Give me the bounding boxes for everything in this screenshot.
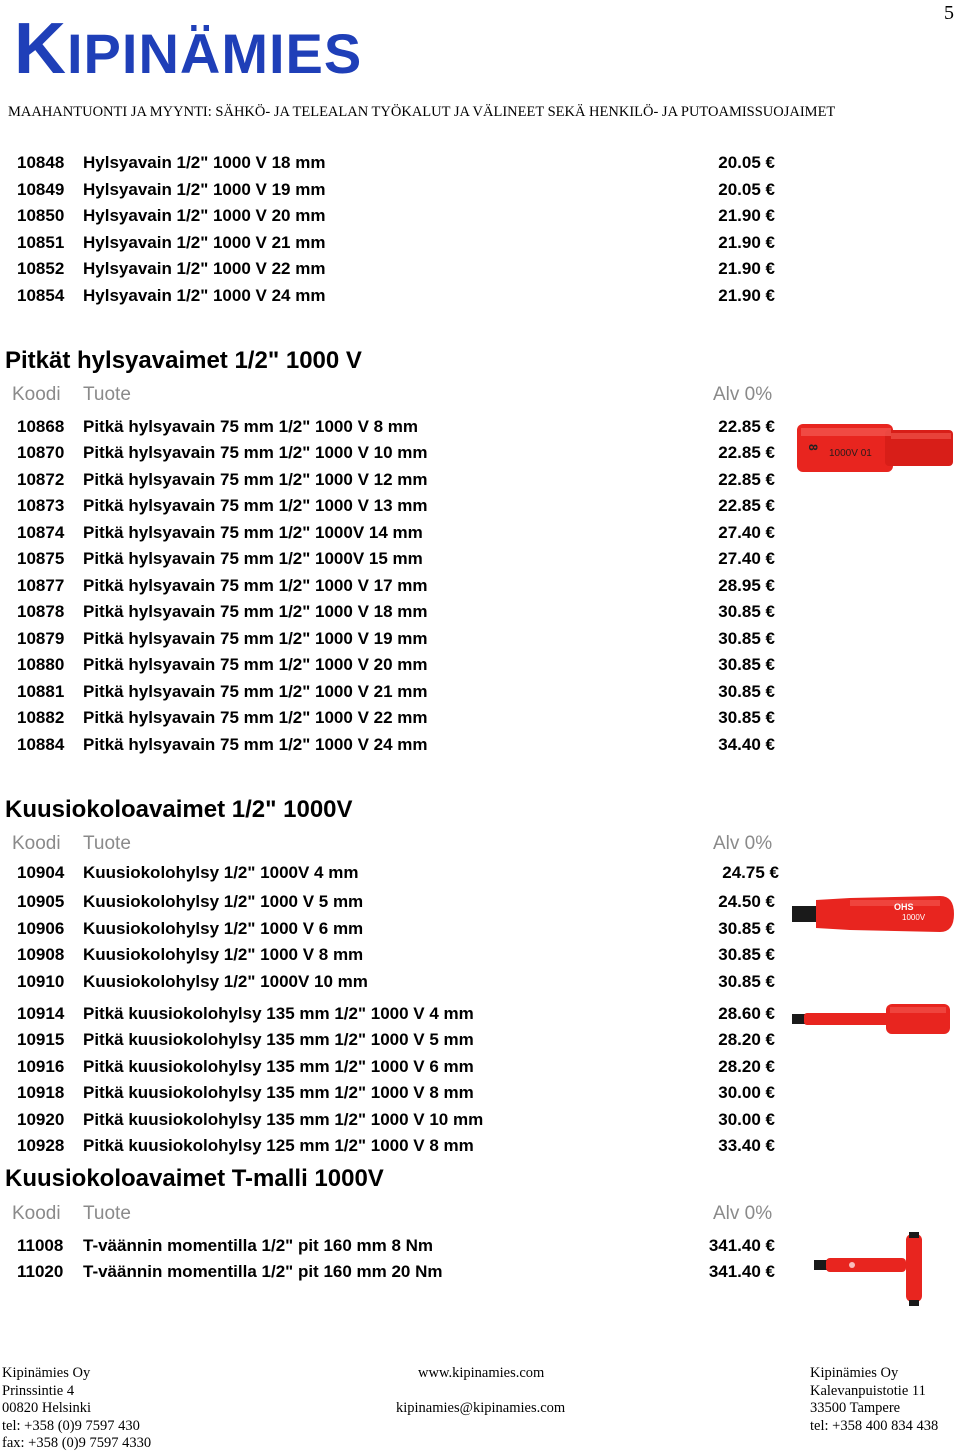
table-row: 10874 Pitkä hylsyavain 75 mm 1/2" 1000V 14 mm 27.40 € xyxy=(17,523,775,542)
table-row: 10868 Pitkä hylsyavain 75 mm 1/2" 1000 V 8 mm 22.85 € xyxy=(17,417,775,436)
table-row: 10908 Kuusiokolohylsy 1/2" 1000 V 8 mm 30.85 € xyxy=(17,945,775,964)
table-row: 11020 T-väännin momentilla 1/2" pit 160 mm 20 Nm 341.40 € xyxy=(17,1262,775,1281)
table-row: 10906 Kuusiokolohylsy 1/2" 1000 V 6 mm 30.85 € xyxy=(17,919,775,938)
socket-size-label: 8 xyxy=(806,444,820,451)
table-row: 10915 Pitkä kuusiokolohylsy 135 mm 1/2" 1000 V 5 mm 28.20 € xyxy=(17,1030,775,1049)
table-row: 10875 Pitkä hylsyavain 75 mm 1/2" 1000V 15 mm 27.40 € xyxy=(17,549,775,568)
socket-voltage-label: 1000V 01 xyxy=(829,448,872,459)
table-row: 10904 Kuusiokolohylsy 1/2" 1000V 4 mm 24.75 € xyxy=(17,863,779,882)
section-title: Kuusiokoloavaimet 1/2" 1000V xyxy=(5,796,353,823)
hex-brand-label: OHS xyxy=(894,902,914,912)
tagline: MAAHANTUONTI JA MYYNTI: SÄHKÖ- JA TELEALAN TYÖKALUT JA VÄLINEET SEKÄ HENKILÖ- JA PUTOAMISSUOJAIMET xyxy=(8,104,836,120)
section-title: Kuusiokoloavaimet T-malli 1000V xyxy=(5,1165,384,1192)
table-row: 10880 Pitkä hylsyavain 75 mm 1/2" 1000 V 20 mm 30.85 € xyxy=(17,655,775,674)
table-row: 10851 Hylsyavain 1/2" 1000 V 21 mm 21.90 € xyxy=(17,233,775,252)
footer-website[interactable]: www.kipinamies.com xyxy=(418,1365,545,1381)
table-row: 10848 Hylsyavain 1/2" 1000 V 18 mm 20.05 € xyxy=(17,153,775,172)
table-row: 10852 Hylsyavain 1/2" 1000 V 22 mm 21.90 € xyxy=(17,259,775,278)
long-hex-socket-image xyxy=(790,998,958,1040)
table-row: 10882 Pitkä hylsyavain 75 mm 1/2" 1000 V 22 mm 30.85 € xyxy=(17,708,775,727)
table-row: 10870 Pitkä hylsyavain 75 mm 1/2" 1000 V 10 mm 22.85 € xyxy=(17,443,775,462)
table-row: 10910 Kuusiokolohylsy 1/2" 1000V 10 mm 30.85 € xyxy=(17,972,775,991)
table-row: 10918 Pitkä kuusiokolohylsy 135 mm 1/2" 1000 V 8 mm 30.00 € xyxy=(17,1083,775,1102)
table-row: 10873 Pitkä hylsyavain 75 mm 1/2" 1000 V 13 mm 22.85 € xyxy=(17,496,775,515)
table-row: 10881 Pitkä hylsyavain 75 mm 1/2" 1000 V 21 mm 30.85 € xyxy=(17,682,775,701)
page-number: 5 xyxy=(944,2,954,24)
table-row: 10854 Hylsyavain 1/2" 1000 V 24 mm 21.90 € xyxy=(17,286,775,305)
table-row: 10914 Pitkä kuusiokolohylsy 135 mm 1/2" 1000 V 4 mm 28.60 € xyxy=(17,1004,775,1023)
table-row: 11008 T-väännin momentilla 1/2" pit 160 mm 8 Nm 341.40 € xyxy=(17,1236,775,1255)
t-handle-image xyxy=(812,1230,932,1308)
table-row: 10920 Pitkä kuusiokolohylsy 135 mm 1/2" 1000 V 10 mm 30.00 € xyxy=(17,1110,775,1129)
table-row: 10877 Pitkä hylsyavain 75 mm 1/2" 1000 V 17 mm 28.95 € xyxy=(17,576,775,595)
footer-tampere: Kipinämies Oy Kalevanpuistotie 11 33500 Tampere tel: +358 400 834 438 xyxy=(810,1365,939,1434)
hex-voltage-label: 1000V xyxy=(902,913,926,922)
table-row: 10916 Pitkä kuusiokolohylsy 135 mm 1/2" 1000 V 6 mm 28.20 € xyxy=(17,1057,775,1076)
table-row: 10872 Pitkä hylsyavain 75 mm 1/2" 1000 V 12 mm 22.85 € xyxy=(17,470,775,489)
table-row: 10884 Pitkä hylsyavain 75 mm 1/2" 1000 V 24 mm 34.40 € xyxy=(17,735,775,754)
table-row: 10879 Pitkä hylsyavain 75 mm 1/2" 1000 V 19 mm 30.85 € xyxy=(17,629,775,648)
long-socket-image xyxy=(795,420,957,476)
hex-socket-image xyxy=(790,888,958,940)
table-row: 10905 Kuusiokolohylsy 1/2" 1000 V 5 mm 24.50 € xyxy=(17,892,775,911)
table-row: 10928 Pitkä kuusiokolohylsy 125 mm 1/2" 1000 V 8 mm 33.40 € xyxy=(17,1136,775,1155)
footer-email[interactable]: kipinamies@kipinamies.com xyxy=(396,1400,566,1416)
footer-helsinki: Kipinämies Oy Prinssintie 4 00820 Helsinki tel: +358 (0)9 7597 430 fax: +358 (0)9 7597 4330 xyxy=(2,1365,152,1451)
section-title: Pitkät hylsyavaimet 1/2" 1000 V xyxy=(5,347,362,374)
table-row: 10849 Hylsyavain 1/2" 1000 V 19 mm 20.05 € xyxy=(17,180,775,199)
company-logo: KIPINÄMIES xyxy=(14,9,363,89)
table-row: 10850 Hylsyavain 1/2" 1000 V 20 mm 21.90 € xyxy=(17,206,775,225)
table-row: 10878 Pitkä hylsyavain 75 mm 1/2" 1000 V 18 mm 30.85 € xyxy=(17,602,775,621)
